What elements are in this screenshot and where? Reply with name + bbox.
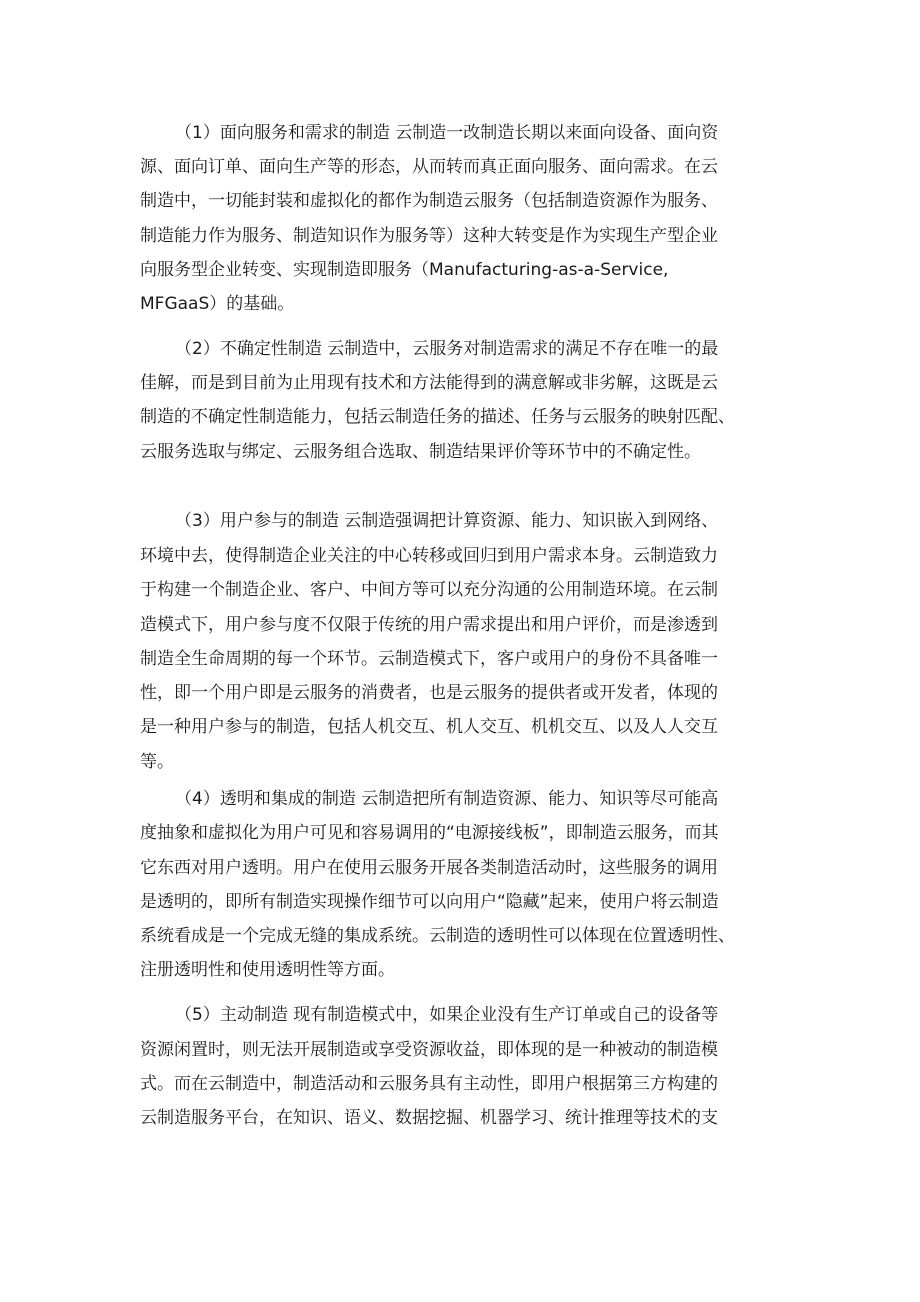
paragraph-5-line-2: 资源闲置时，则无法开展制造或享受资源收益，即体现的是一种被动的制造模 bbox=[140, 1040, 718, 1060]
paragraph-2-line-4: 云服务选取与绑定、云服务组合选取、制造结果评价等环节中的不确定性。 bbox=[140, 442, 701, 462]
paragraph-4-line-6: 注册透明性和使用透明性等方面。 bbox=[140, 960, 395, 980]
paragraph-1-line-5: 向服务型企业转变、实现制造即服务（Manufacturing-as-a-Service, bbox=[140, 260, 669, 280]
paragraph-5-line-1: （5）主动制造 现有制造模式中，如果企业没有生产订单或自己的设备等 bbox=[175, 1005, 719, 1025]
paragraph-5-line-3: 式。而在云制造中，制造活动和云服务具有主动性，即用户根据第三方构建的 bbox=[140, 1074, 718, 1094]
paragraph-3-line-8: 等。 bbox=[140, 752, 174, 772]
paragraph-5-line-4: 云制造服务平台，在知识、语义、数据挖掘、机器学习、统计推理等技术的支 bbox=[140, 1108, 718, 1128]
paragraph-3-line-4: 造模式下，用户参与度不仅限于传统的用户需求提出和用户评价，而是渗透到 bbox=[140, 615, 718, 635]
paragraph-1-line-4: 制造能力作为服务、制造知识作为服务等）这种大转变是作为实现生产型企业 bbox=[140, 226, 718, 246]
paragraph-3-line-1: （3）用户参与的制造 云制造强调把计算资源、能力、知识嵌入到网络、 bbox=[175, 511, 719, 531]
paragraph-4-line-5: 系统看成是一个完成无缝的集成系统。云制造的透明性可以体现在位置透明性、 bbox=[140, 926, 735, 946]
paragraph-4-line-4: 是透明的，即所有制造实现操作细节可以向用户“隐藏”起来，使用户将云制造 bbox=[140, 892, 719, 912]
paragraph-1-line-2: 源、面向订单、面向生产等的形态，从而转而真正面向服务、面向需求。在云 bbox=[140, 157, 718, 177]
paragraph-3-line-5: 制造全生命周期的每一个环节。云制造模式下，客户或用户的身份不具备唯一 bbox=[140, 649, 718, 669]
paragraph-4-line-1: （4）透明和集成的制造 云制造把所有制造资源、能力、知识等尽可能高 bbox=[175, 789, 719, 809]
paragraph-1-line-1: （1）面向服务和需求的制造 云制造一改制造长期以来面向设备、面向资 bbox=[175, 123, 719, 143]
paragraph-3-line-7: 是一种用户参与的制造，包括人机交互、机人交互、机机交互、以及人人交互 bbox=[140, 717, 718, 737]
paragraph-3-line-3: 于构建一个制造企业、客户、中间方等可以充分沟通的公用制造环境。在云制 bbox=[140, 580, 718, 600]
paragraph-2-line-3: 制造的不确定性制造能力，包括云制造任务的描述、任务与云服务的映射匹配、 bbox=[140, 407, 735, 427]
paragraph-4-line-2: 度抽象和虚拟化为用户可见和容易调用的“电源接线板”，即制造云服务，而其 bbox=[140, 823, 719, 843]
paragraph-3-line-2: 环境中去，使得制造企业关注的中心转移或回归到用户需求本身。云制造致力 bbox=[140, 546, 718, 566]
paragraph-3-line-6: 性，即一个用户即是云服务的消费者，也是云服务的提供者或开发者，体现的 bbox=[140, 683, 718, 703]
paragraph-2-line-2: 佳解，而是到目前为止用现有技术和方法能得到的满意解或非劣解，这既是云 bbox=[140, 373, 718, 393]
paragraph-4-line-3: 它东西对用户透明。用户在使用云服务开展各类制造活动时，这些服务的调用 bbox=[140, 858, 718, 878]
paragraph-1-line-3: 制造中，一切能封装和虚拟化的都作为制造云服务（包括制造资源作为服务、 bbox=[140, 191, 718, 211]
paragraph-2-line-1: （2）不确定性制造 云制造中，云服务对制造需求的满足不存在唯一的最 bbox=[175, 339, 719, 359]
paragraph-1-line-6: MFGaaS）的基础。 bbox=[140, 294, 295, 314]
